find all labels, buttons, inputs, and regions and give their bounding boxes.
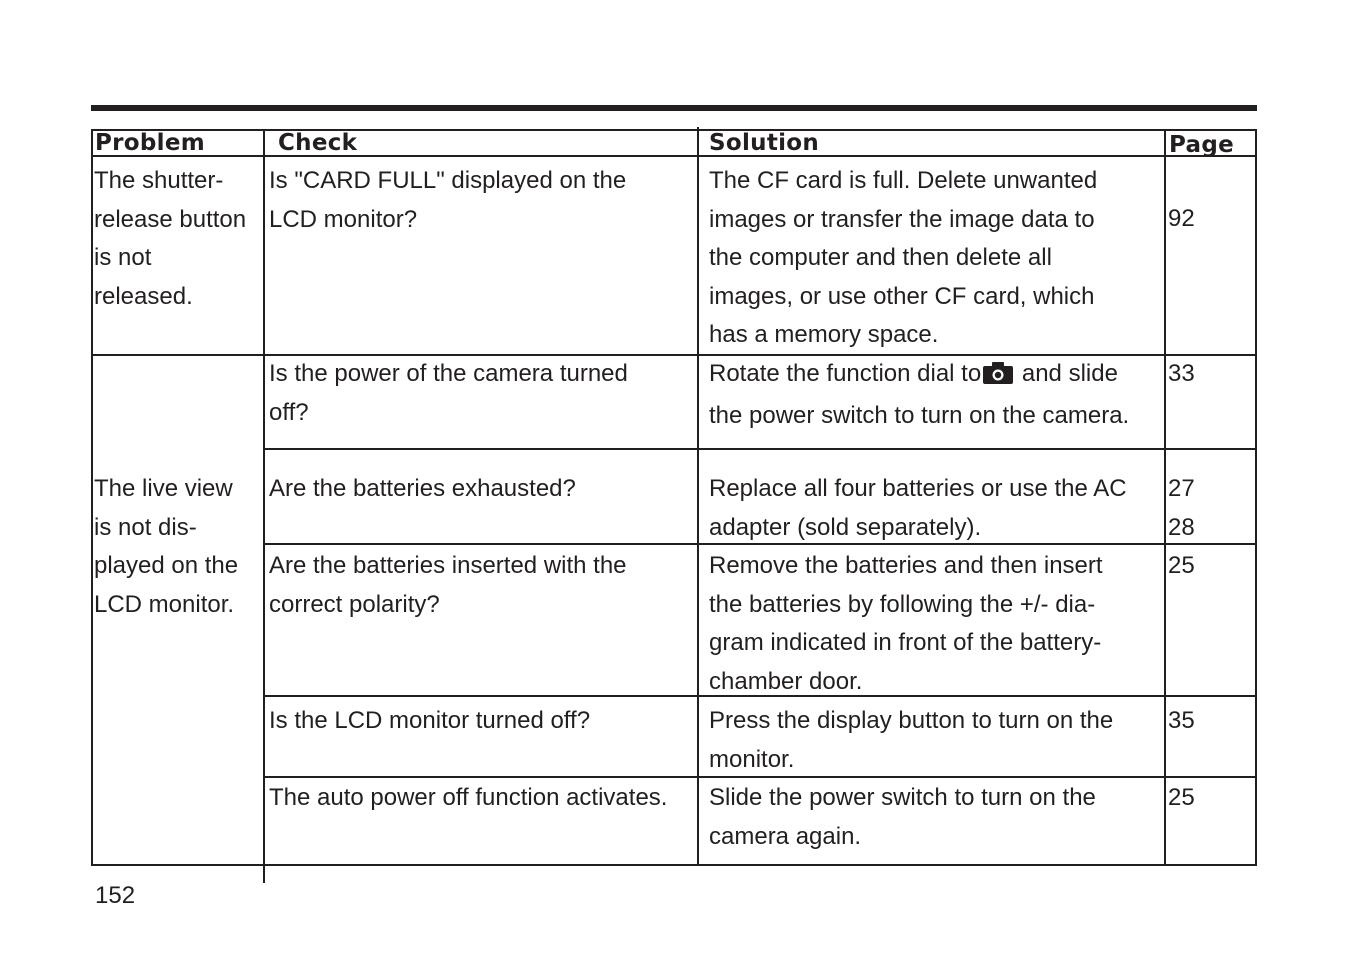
table-row-check: The auto power off function activates. — [269, 784, 668, 811]
column-divider — [697, 127, 699, 864]
row-divider — [263, 448, 1257, 450]
table-right-border — [1255, 129, 1257, 866]
solution-text-after-icon: and slide — [1015, 360, 1118, 387]
table-row-page: 33 — [1168, 360, 1195, 387]
table-row-page: 25 — [1168, 784, 1195, 811]
table-top-border — [91, 129, 1257, 131]
table-left-border — [91, 129, 93, 866]
camera-icon — [983, 358, 1013, 397]
table-row-page: 92 — [1168, 205, 1195, 232]
table-row-solution — [709, 355, 1164, 435]
table-row-solution: Remove the batteries and then insert the batteries by following the +/- dia- gram indicated in front of the battery- chamber door. — [709, 552, 1103, 695]
table-row-page: 25 — [1168, 552, 1195, 579]
table-row-solution: Slide the power switch to turn on the camera again. — [709, 784, 1096, 850]
table-row-solution: Press the display button to turn on the monitor. — [709, 707, 1114, 773]
solution-text-line2: the power switch to turn on the camera. — [709, 401, 1130, 429]
column-divider — [1164, 129, 1166, 866]
table-row-check: Are the batteries inserted with the correct polarity? — [269, 552, 627, 618]
table-row-check: Are the batteries exhausted? — [269, 475, 576, 502]
solution-text-before-icon: Rotate the function dial to — [709, 360, 982, 387]
table-row-check: Is "CARD FULL" displayed on the LCD monitor? — [269, 167, 627, 233]
header-solution: Solution — [709, 130, 820, 156]
table-row-solution: The CF card is full. Delete unwanted images or transfer the image data to the computer and then delete all images, or use other CF card, which has a memory space. — [709, 167, 1098, 349]
table-row-check: Is the power of the camera turned off? — [269, 360, 628, 426]
column-divider — [263, 129, 265, 883]
table-row-check: Is the LCD monitor turned off? — [269, 707, 591, 734]
table-row-page: 27 28 — [1168, 475, 1195, 541]
header-check: Check — [278, 130, 358, 156]
top-rule — [91, 105, 1257, 111]
table-row-page: 35 — [1168, 707, 1195, 734]
header-problem: Problem — [95, 130, 206, 156]
table-row-solution: Replace all four batteries or use the AC adapter (sold separately). — [709, 475, 1127, 541]
header-bottom-border — [91, 155, 1257, 157]
problem-shutter-not-released: The shutter- release button is not released. — [94, 167, 247, 310]
table-bottom-border — [91, 864, 1257, 866]
header-page: Page — [1169, 132, 1235, 158]
problem-live-view-not-displayed: The live view is not dis- played on the LCD monitor. — [94, 475, 239, 618]
page-number: 152 — [95, 882, 136, 909]
